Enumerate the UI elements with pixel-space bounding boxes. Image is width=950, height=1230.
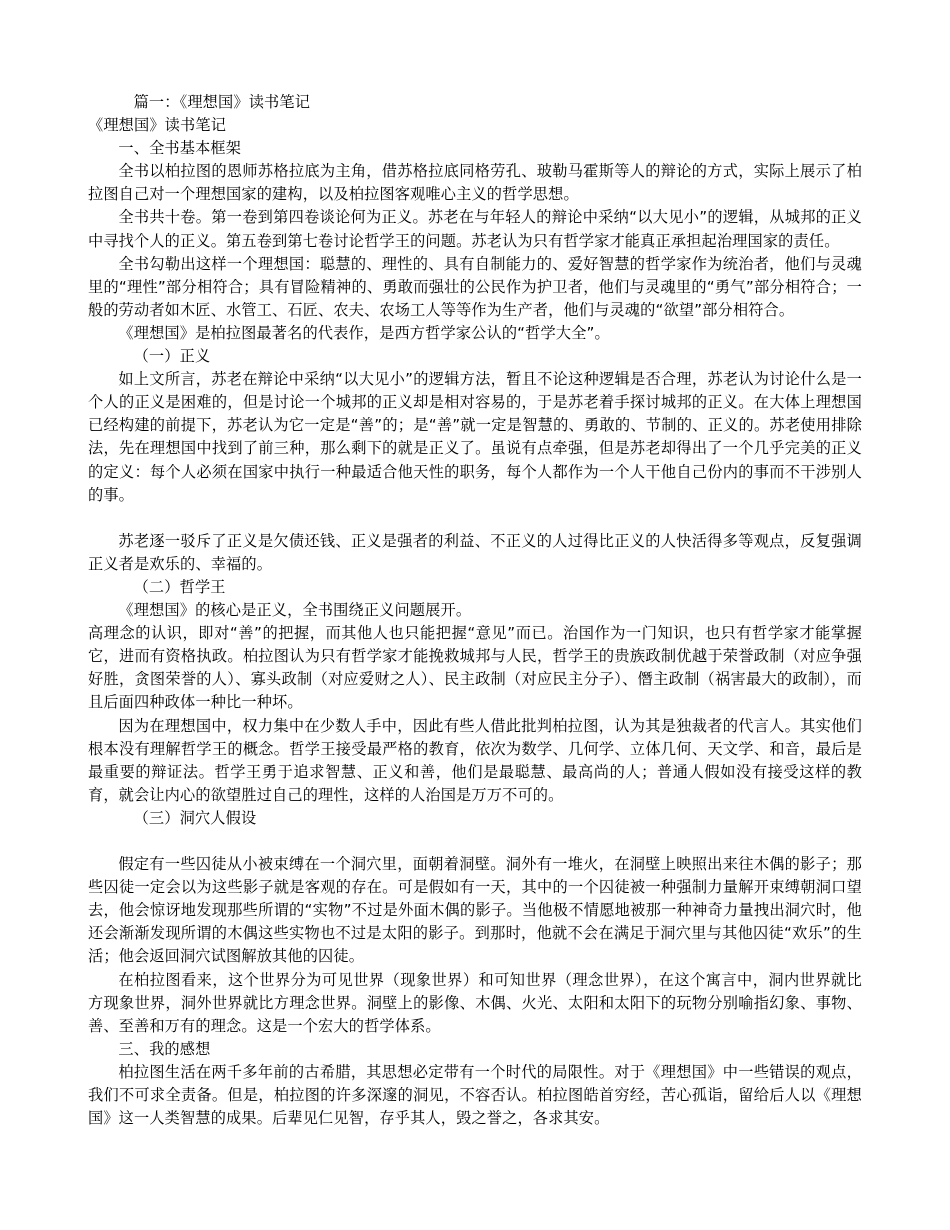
- section-3-heading: 三、我的感想: [118, 1039, 211, 1058]
- paragraph: 苏老逐一驳斥了正义是欠债还钱、正义是强者的利益、不正义的人过得比正义的人快活得多等观点，反复强调正义者是欢乐的、幸福的。: [88, 531, 862, 573]
- paragraph: 全书共十卷。第一卷到第四卷谈论何为正义。苏老在与年轻人的辩论中采纳“以大见小”的逻辑，从城邦的正义中寻找个人的正义。第五卷到第七卷讨论哲学王的问题。苏老认为只有哲学家才能真正承担起治理国家的责任。: [88, 208, 862, 250]
- philosopher-king-heading: （二）哲学王: [133, 577, 226, 596]
- blank-line: [88, 830, 862, 853]
- blank-line: [88, 507, 862, 530]
- document-heading: 篇一：《理想国》读书笔记: [133, 93, 311, 111]
- document-title: 《理想国》读书笔记: [88, 116, 227, 135]
- paragraph: 全书以柏拉图的恩师苏格拉底为主角，借苏格拉底同格劳孔、玻勒马霍斯等人的辩论的方式，实际上展示了柏拉图自己对一个理想国家的建构，以及柏拉图客观唯心主义的哲学思想。: [88, 162, 862, 204]
- paragraph: 高理念的认识，即对“善”的把握，而其他人也只能把握“意见”而已。治国作为一门知识，也只有哲学家才能掌握它，进而有资格执政。柏拉图认为只有哲学家才能挽救城邦与人民，哲学王的贵族政制优越于荣誉政制（对应争强好胜，贪图荣誉的人）、寡头政制（对应爱财之人）、民主政制（对应民主分子）、僭主政制（祸害最大的政制），而且后面四种政体一种比一种坏。: [88, 624, 862, 712]
- paragraph: 全书勾勒出这样一个理想国：聪慧的、理性的、具有自制能力的、爱好智慧的哲学家作为统治者，他们与灵魂里的“理性”部分相符合；具有冒险精神的、勇敢而强壮的公民作为护卫者，他们与灵魂里的“勇气”部分相符合；一般的劳动者如木匠、水管工、石匠、农夫、农场工人等等作为生产者，他们与灵魂的“欲望”部分相符合。: [88, 254, 862, 319]
- paragraph: 柏拉图生活在两千多年前的古希腊，其思想必定带有一个时代的局限性。对于《理想国》中一些错误的观点，我们不可求全责备。但是，柏拉图的许多深邃的洞见，不容否认。柏拉图皓首穷经，苦心孤诣，留给后人以《理想国》这一人类智慧的成果。后辈见仁见智，存乎其人，毁之誉之，各求其安。: [88, 1062, 862, 1128]
- cave-heading: （三）洞穴人假设: [133, 808, 257, 827]
- paragraph: 如上文所言，苏老在辩论中采纳“以大见小”的逻辑方法，暂且不论这种逻辑是否合理，苏老认为讨论什么是一个人的正义是困难的，但是讨论一个城邦的正义却是相对容易的，于是苏老着手探讨城邦的正义。在大体上理想国已经构建的前提下，苏老认为它一定是“善”的；是“善”就一定是智慧的、勇敢的、节制的、正义的。苏老使用排除法，先在理想国中找到了前三种，那么剩下的就是正义了。虽说有点牵强，但是苏老却得出了一个几乎完美的正义的定义：每个人必须在国家中执行一种最适合他天性的职务，每个人都作为一个人干他自己份内的事而不干涉别人的事。: [88, 370, 862, 504]
- document-body: [88, 91, 862, 1130]
- paragraph: 《理想国》是柏拉图最著名的代表作，是西方哲学家公认的“哲学大全”。: [118, 323, 610, 342]
- paragraph: 《理想国》的核心是正义，全书围绕正义问题展开。: [118, 601, 472, 620]
- paragraph: 因为在理想国中，权力集中在少数人手中，因此有些人借此批判柏拉图，认为其是独裁者的代言人。其实他们根本没有理解哲学王的概念。哲学王接受最严格的教育，依次为数学、几何学、立体几何、天文学、和音，最后是最重要的辩证法。哲学王勇于追求智慧、正义和善，他们是最聪慧、最高尚的人；普通人假如没有接受这样的教育，就会让内心的欲望胜过自己的理性，这样的人治国是万万不可的。: [88, 716, 862, 804]
- justice-heading: （一）正义: [133, 347, 211, 366]
- paragraph: 假定有一些囚徒从小被束缚在一个洞穴里，面朝着洞壁。洞外有一堆火，在洞壁上映照出来往木偶的影子；那些囚徒一定会以为这些影子就是客观的存在。可是假如有一天，其中的一个囚徒被一种强制力量解开束缚朝洞口望去，他会惊讶地发现那些所谓的“实物”不过是外面木偶的影子。当他极不情愿地被那一种神奇力量拽出洞穴时，他还会渐渐发现所谓的木偶这些实物也不过是太阳的影子。到那时，他就不会在满足于洞穴里与其他囚徒“欢乐”的生活；他会返回洞穴试图解放其他的囚徒。: [88, 855, 862, 966]
- section-1-heading: 一、全书基本框架: [118, 139, 242, 158]
- paragraph: 在柏拉图看来，这个世界分为可见世界（现象世界）和可知世界（理念世界），在这个寓言中，洞内世界就比方现象世界，洞外世界就比方理念世界。洞壁上的影像、木偶、火光、太阳和太阳下的玩物分别喻指幻象、事物、善、至善和万有的理念。这是一个宏大的哲学体系。: [88, 970, 862, 1035]
